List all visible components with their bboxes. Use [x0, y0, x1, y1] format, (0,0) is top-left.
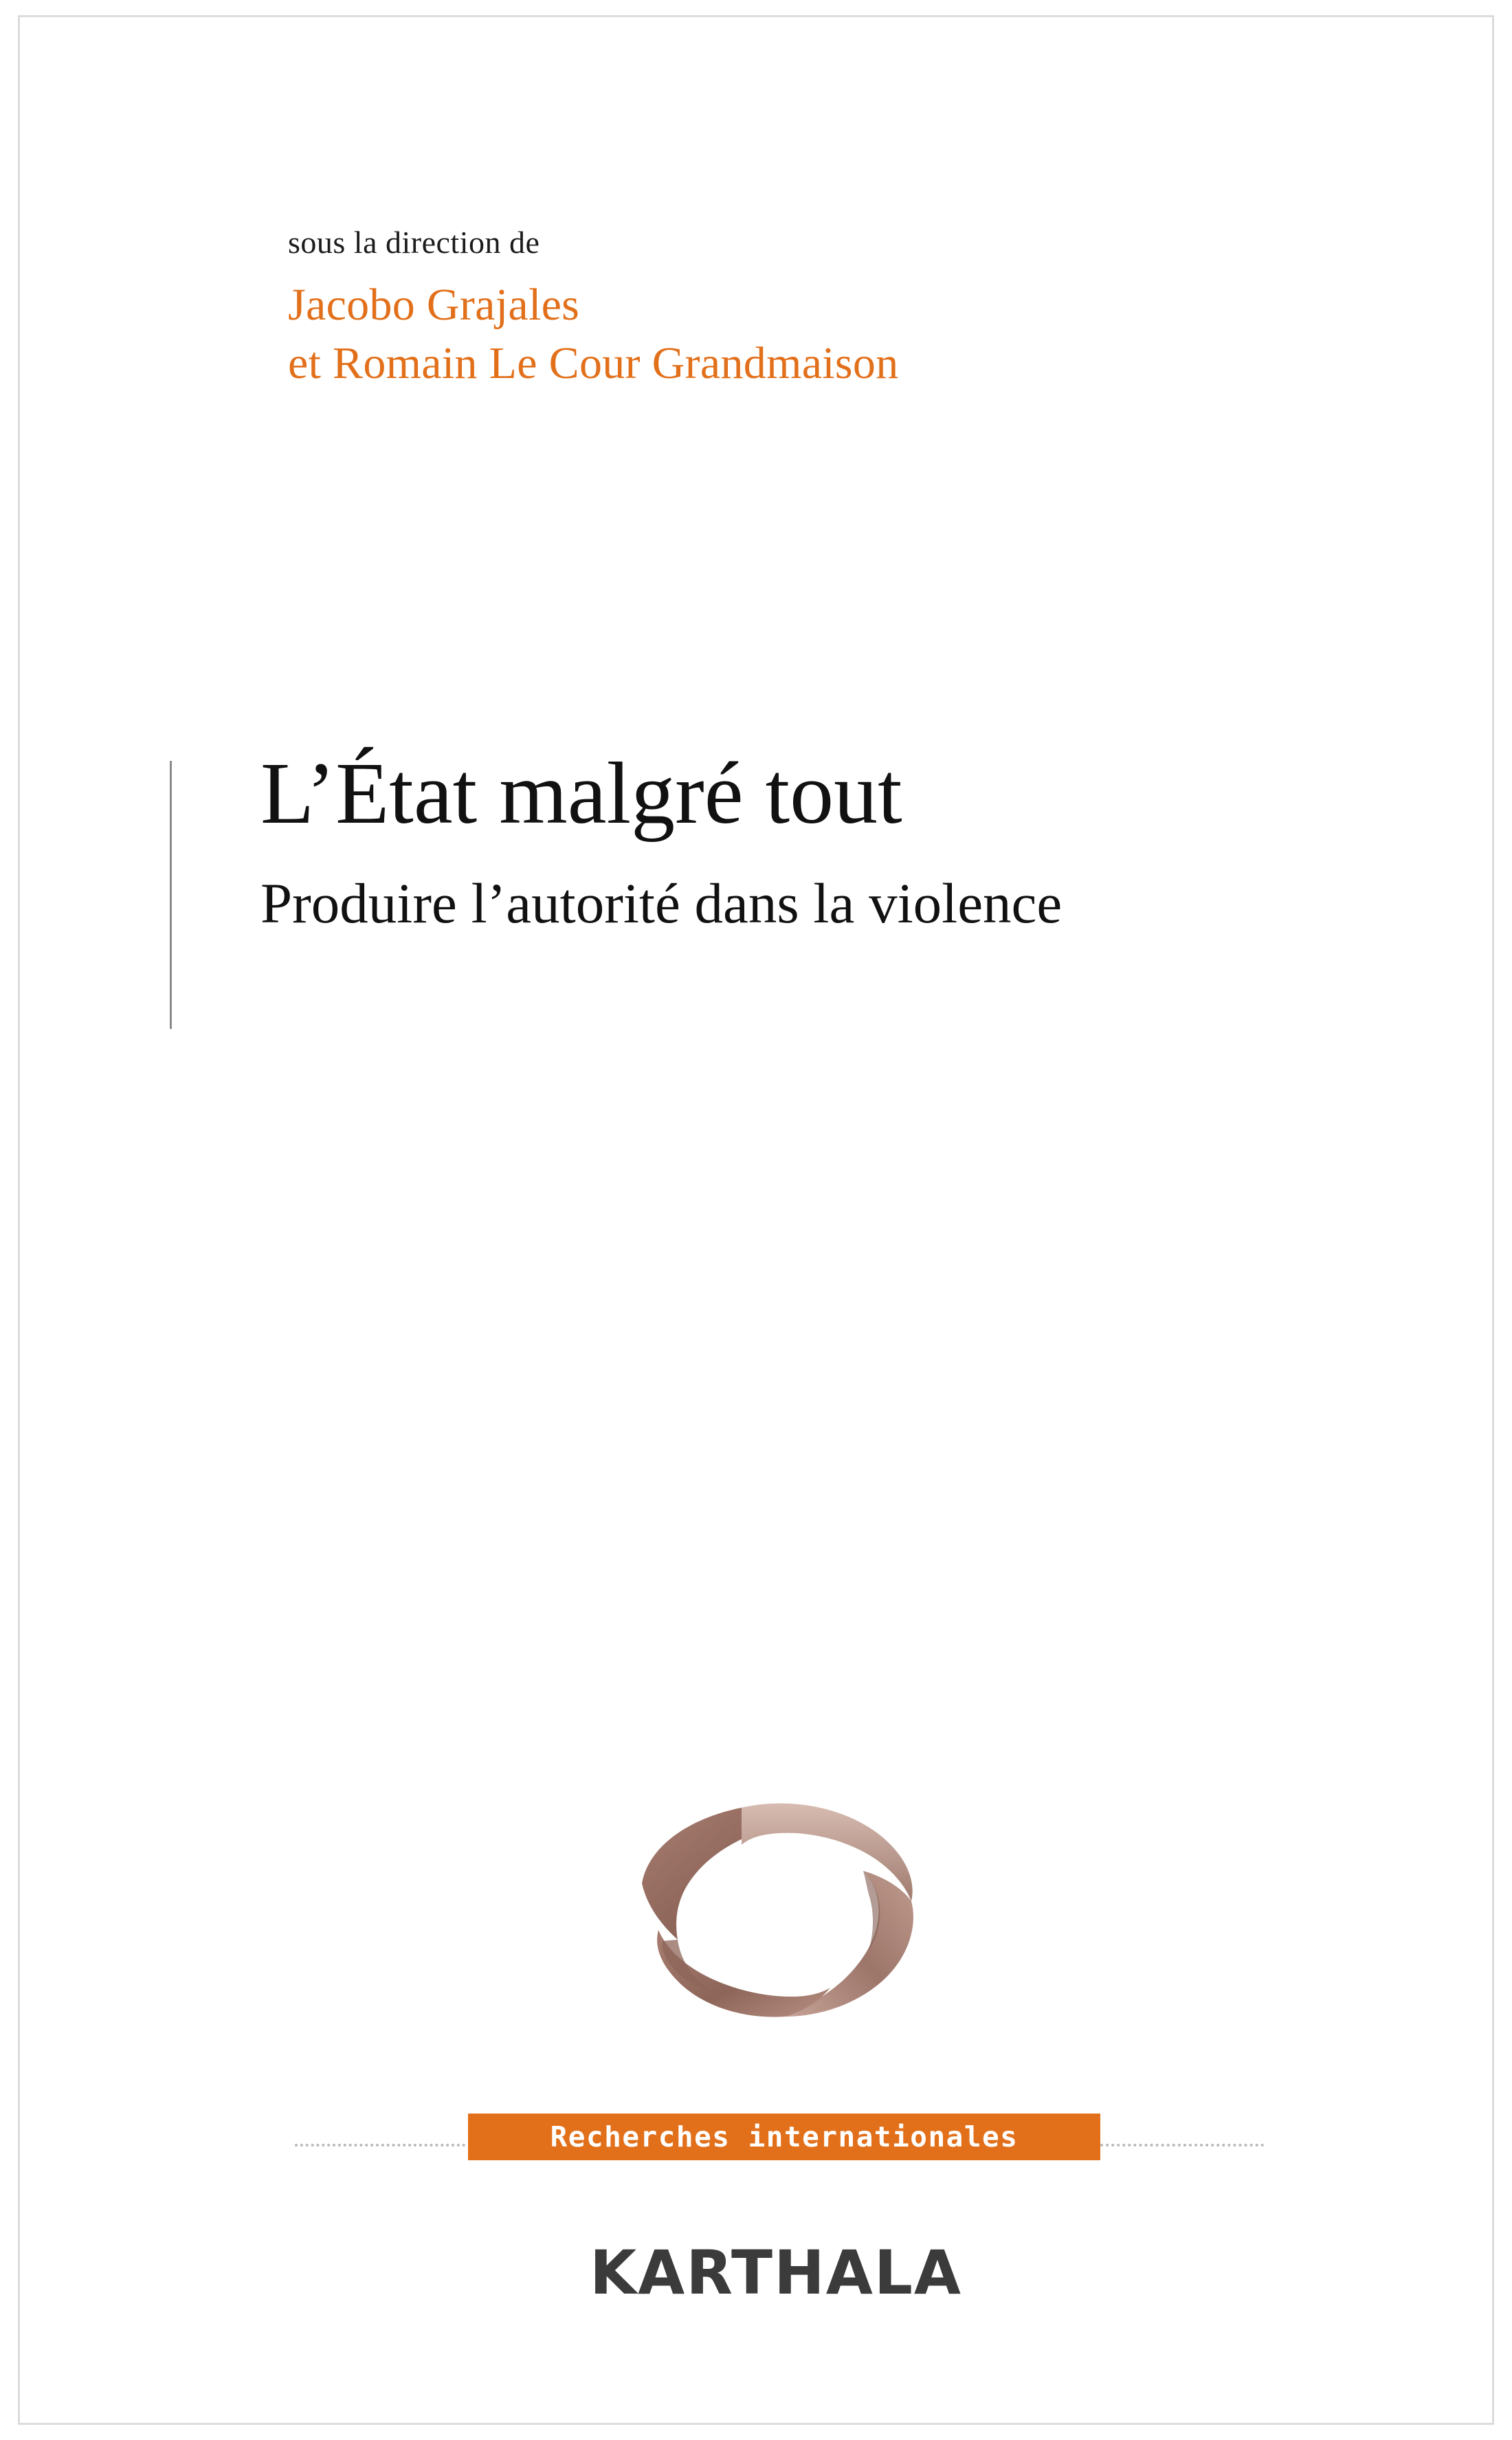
page-title: L’État malgré tout: [260, 744, 902, 842]
collection-band-wrap: [295, 2114, 1264, 2162]
cover-frame: [18, 15, 1494, 2425]
editor-name-2: et Romain Le Cour Grandmaison: [288, 337, 899, 388]
editors-block: [288, 223, 1319, 392]
editors-kicker: sous la direction de: [288, 225, 540, 260]
editors-names: [288, 276, 1319, 392]
title-texts: [260, 746, 1400, 937]
collection-dots-right: [1100, 2144, 1264, 2149]
title-vertical-rule: [170, 761, 172, 1029]
publisher-name: KARTHALA: [589, 2237, 963, 2308]
title-block: [170, 746, 1400, 937]
collection-label: Recherches internationales: [550, 2120, 1019, 2153]
collection-dots-left: [295, 2144, 465, 2149]
collection-band: [468, 2114, 1100, 2160]
page-subtitle: Produire l’autorité dans la violence: [260, 872, 1063, 935]
karthala-ribbon-logo: [601, 1780, 951, 2055]
editor-name-1: Jacobo Grajales: [288, 280, 580, 331]
